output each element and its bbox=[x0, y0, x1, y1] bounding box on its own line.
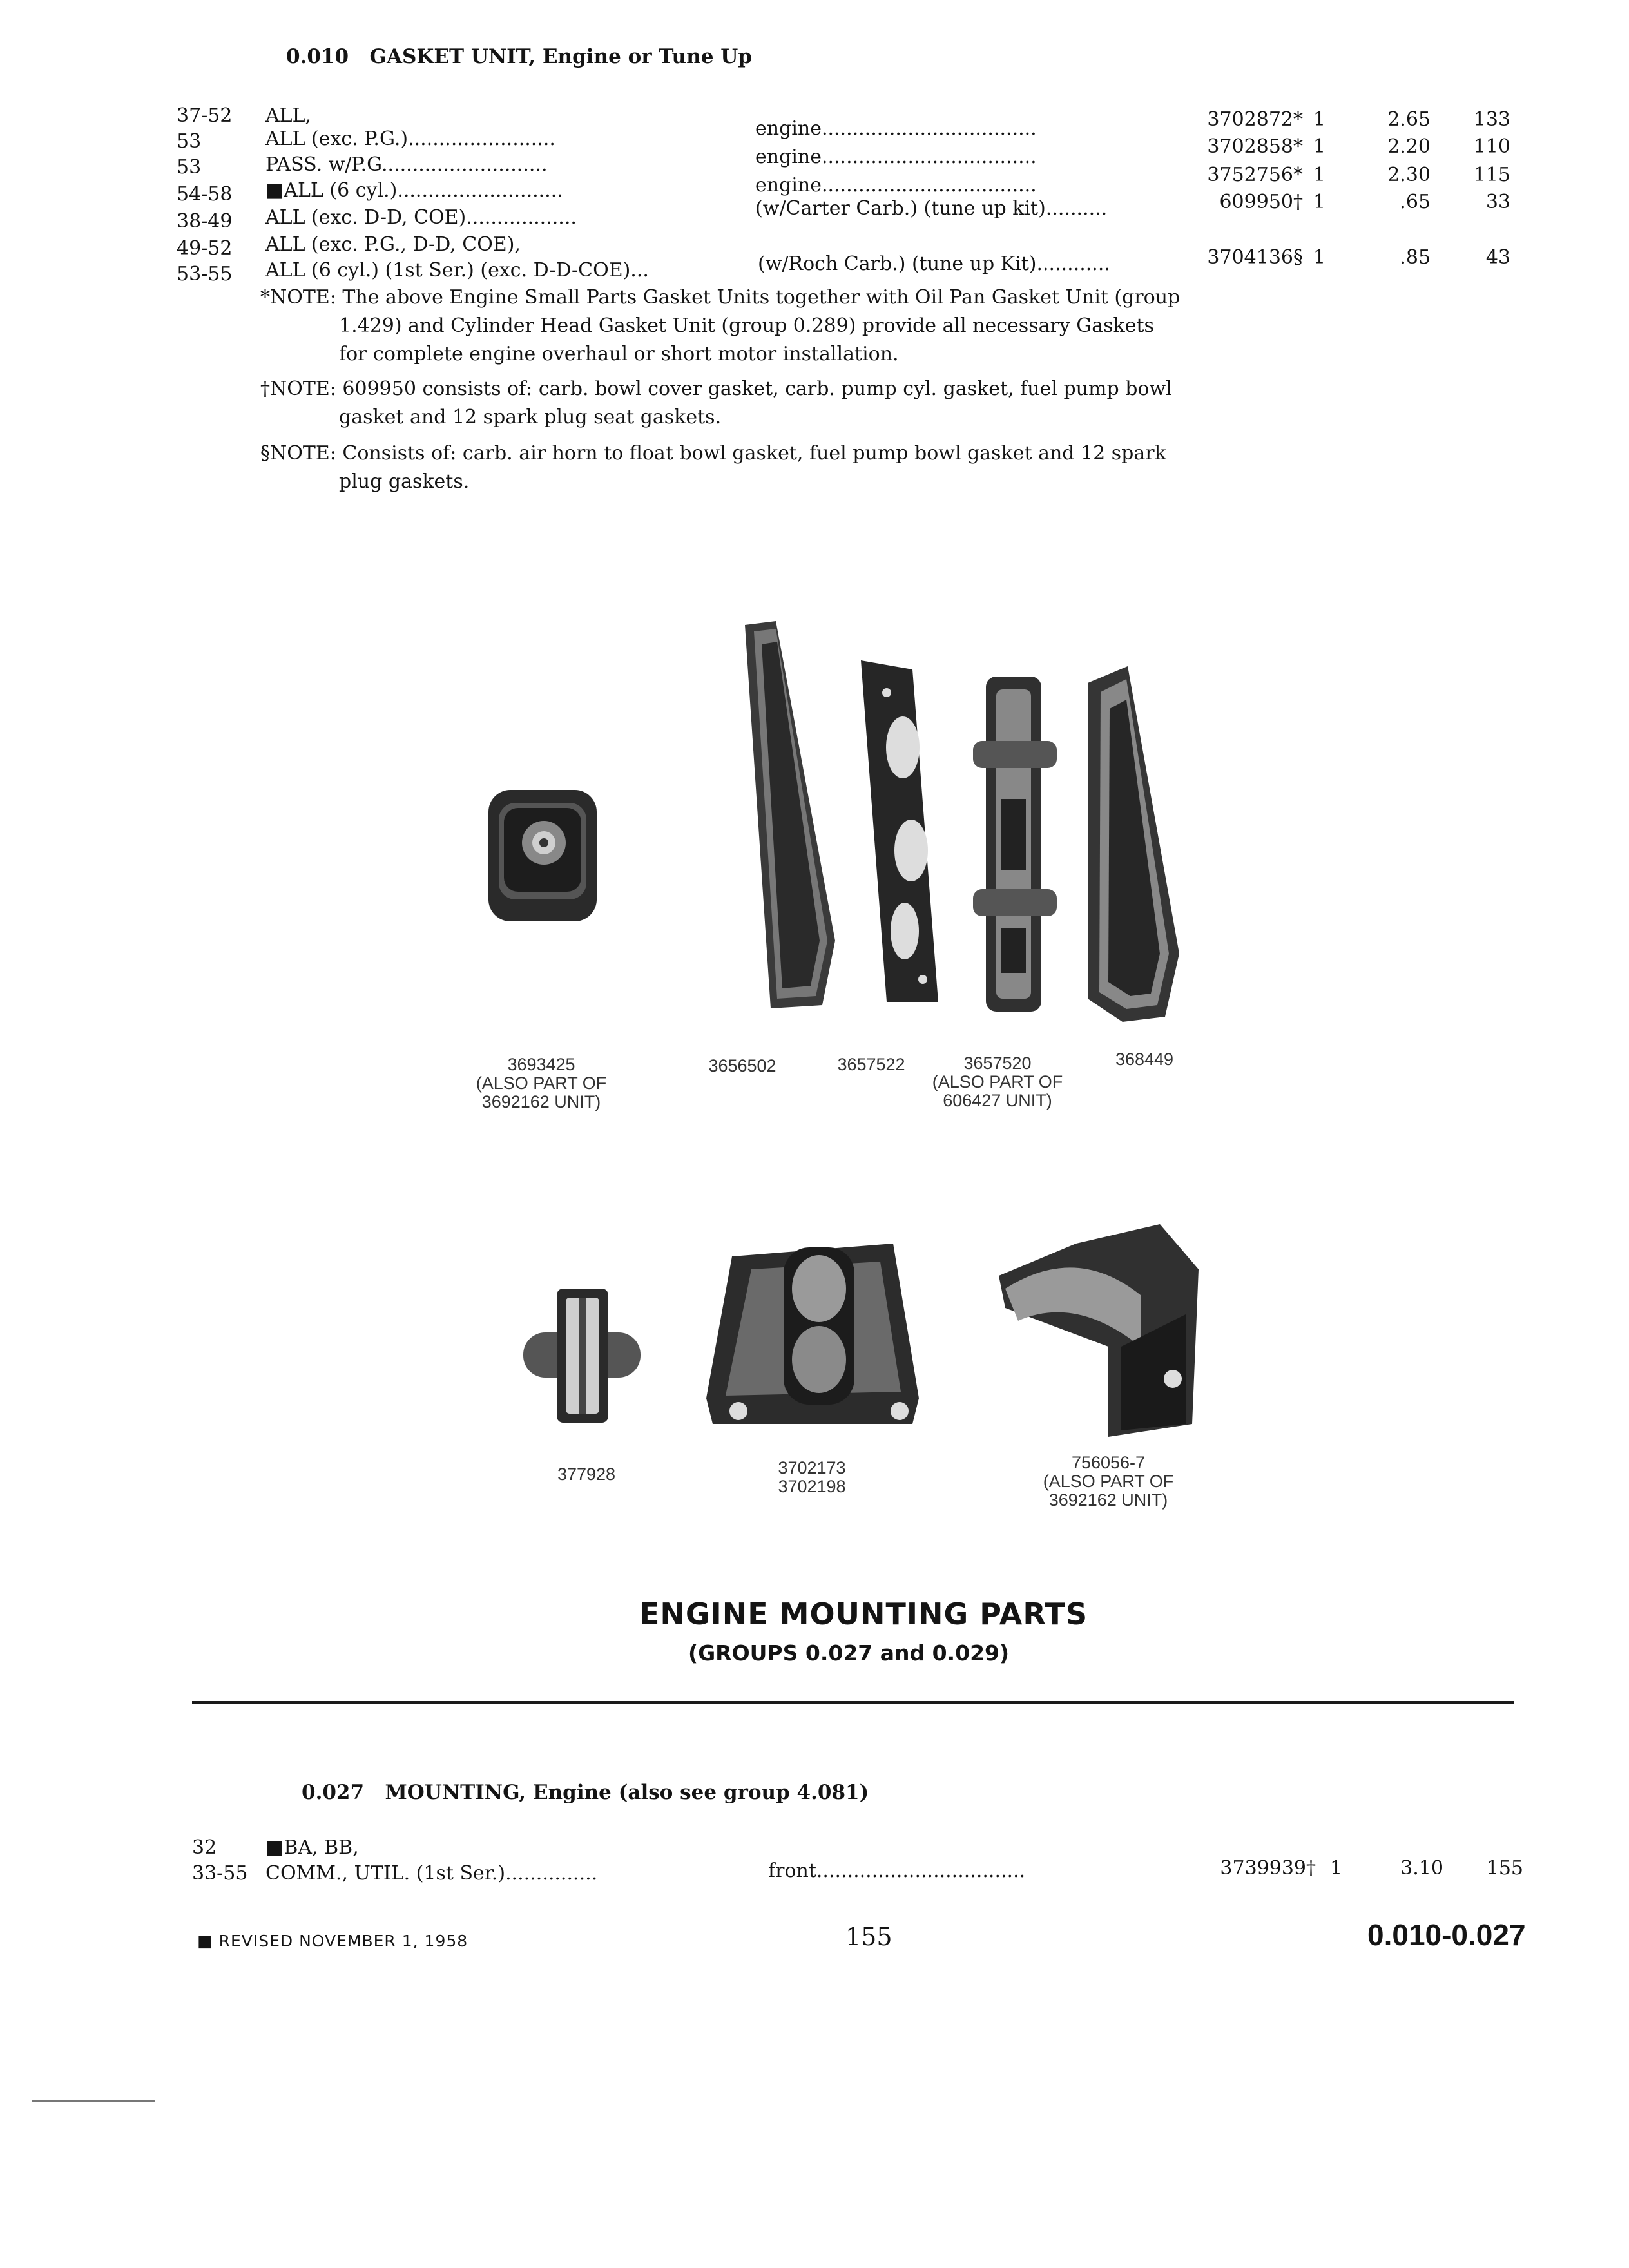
headline-engine-mounting-parts: ENGINE MOUNTING PARTS bbox=[639, 1597, 1088, 1631]
row-qty: 1 bbox=[1313, 246, 1326, 269]
row-model: ALL (exc. P.G., D-D, COE), bbox=[265, 233, 521, 256]
row-description: engine................................... bbox=[755, 146, 1037, 168]
row-year: 49-52 bbox=[177, 237, 233, 260]
part-3702173-image bbox=[700, 1231, 932, 1437]
part-756056-7-image bbox=[979, 1218, 1211, 1450]
row-price: 2.65 bbox=[1387, 108, 1431, 131]
row-number: 43 bbox=[1485, 246, 1510, 269]
row-year: 33-55 bbox=[192, 1862, 248, 1885]
row-qty: 1 bbox=[1313, 135, 1326, 158]
part-3657522-image bbox=[854, 654, 945, 1015]
row-number: 110 bbox=[1473, 135, 1510, 158]
note-star: *NOTE: The above Engine Small Parts Gasket Units together with Oil Pan Gasket Unit (group 1.429) and Cylinder Head Gasket Unit (group 0.289) provide all necessary Gaskets for complete engine overhaul or short motor installation. bbox=[260, 286, 1181, 365]
row-model: ALL (exc. D-D, COE).................. bbox=[265, 206, 577, 229]
caption-368449: 368449 bbox=[1115, 1050, 1174, 1069]
part-3693425-image bbox=[485, 785, 601, 927]
part-3657520-image bbox=[967, 670, 1063, 1018]
caption-3702173: 3702173 3702198 bbox=[778, 1458, 846, 1496]
row-model: PASS. w/P.G........................... bbox=[265, 153, 548, 176]
row-year: 53-55 bbox=[177, 263, 233, 285]
row-description: engine................................... bbox=[755, 117, 1037, 140]
row-price: 2.20 bbox=[1387, 135, 1431, 158]
row-description: (w/Roch Carb.) (tune up Kit)............ bbox=[758, 253, 1110, 275]
section-heading-gasket bbox=[286, 45, 752, 68]
row-number: 155 bbox=[1486, 1857, 1523, 1879]
row-model: ALL (6 cyl.) (1st Ser.) (exc. D-D-COE)... bbox=[265, 259, 649, 282]
part-3656502-image bbox=[726, 619, 842, 1018]
row-qty: 1 bbox=[1313, 164, 1326, 186]
horizontal-rule bbox=[192, 1701, 1514, 1704]
scan-mark bbox=[32, 2100, 155, 2102]
row-number: 115 bbox=[1473, 164, 1510, 186]
section-title: MOUNTING, Engine (also see group 4.081) bbox=[385, 1781, 869, 1804]
note-dagger: †NOTE: 609950 consists of: carb. bowl cover gasket, carb. pump cyl. gasket, fuel pump bowl gasket and 12 spark plug seat gaskets. bbox=[260, 378, 1172, 428]
caption-3657520: 3657520 (ALSO PART OF 606427 UNIT) bbox=[932, 1053, 1063, 1110]
row-qty: 1 bbox=[1313, 108, 1326, 131]
row-part-number: 3752756* bbox=[1207, 164, 1303, 186]
footer-page-number: 155 bbox=[845, 1923, 892, 1951]
caption-756056-7: 756056-7 (ALSO PART OF 3692162 UNIT) bbox=[1043, 1453, 1174, 1510]
section-title: GASKET UNIT, Engine or Tune Up bbox=[369, 45, 752, 68]
row-price: .85 bbox=[1400, 246, 1431, 269]
row-description: front.................................. bbox=[768, 1860, 1026, 1882]
section-heading-mounting bbox=[302, 1781, 869, 1804]
row-year: 54-58 bbox=[177, 183, 233, 206]
row-part-number: 3702858* bbox=[1207, 135, 1303, 158]
row-description: engine................................... bbox=[755, 174, 1037, 197]
part-377928-image bbox=[521, 1282, 643, 1430]
row-year: 38-49 bbox=[177, 210, 233, 233]
part-368449-image bbox=[1075, 664, 1184, 1024]
row-year: 53 bbox=[177, 130, 202, 153]
row-number: 133 bbox=[1473, 108, 1510, 131]
caption-3693425: 3693425 (ALSO PART OF 3692162 UNIT) bbox=[476, 1055, 607, 1111]
note-section: §NOTE: Consists of: carb. air horn to float bowl gasket, fuel pump bowl gasket and 12 spark plug gaskets. bbox=[260, 442, 1166, 493]
row-part-number: 609950† bbox=[1219, 191, 1303, 213]
headline-groups: (GROUPS 0.027 and 0.029) bbox=[688, 1640, 1010, 1666]
row-price: 2.30 bbox=[1387, 164, 1431, 186]
row-model: ■ALL (6 cyl.)........................... bbox=[265, 179, 563, 202]
row-part-number: 3704136§ bbox=[1207, 246, 1303, 269]
row-year: 32 bbox=[192, 1836, 217, 1859]
caption-3656502: 3656502 bbox=[708, 1056, 776, 1075]
caption-3657522: 3657522 bbox=[837, 1055, 905, 1074]
section-code: 0.010 bbox=[286, 45, 349, 68]
row-model: COMM., UTIL. (1st Ser.)............... bbox=[265, 1862, 598, 1885]
caption-377928: 377928 bbox=[557, 1465, 616, 1484]
row-qty: 1 bbox=[1330, 1857, 1343, 1879]
footer-revised: ■ REVISED NOVEMBER 1, 1958 bbox=[197, 1932, 468, 1950]
row-price: 3.10 bbox=[1400, 1857, 1443, 1879]
row-model: ■BA, BB, bbox=[265, 1836, 359, 1859]
footer-group-range: 0.010-0.027 bbox=[1367, 1918, 1526, 1952]
section-code: 0.027 bbox=[302, 1781, 365, 1804]
row-year: 37-52 bbox=[177, 104, 233, 127]
row-model: ALL, bbox=[265, 104, 312, 127]
row-part-number: 3702872* bbox=[1207, 108, 1303, 131]
row-description: (w/Carter Carb.) (tune up kit).......... bbox=[755, 197, 1108, 220]
row-price: .65 bbox=[1400, 191, 1431, 213]
row-part-number: 3739939† bbox=[1220, 1857, 1316, 1879]
row-year: 53 bbox=[177, 156, 202, 178]
row-model: ALL (exc. P.G.)........................ bbox=[265, 128, 555, 150]
row-number: 33 bbox=[1485, 191, 1510, 213]
row-qty: 1 bbox=[1313, 191, 1326, 213]
